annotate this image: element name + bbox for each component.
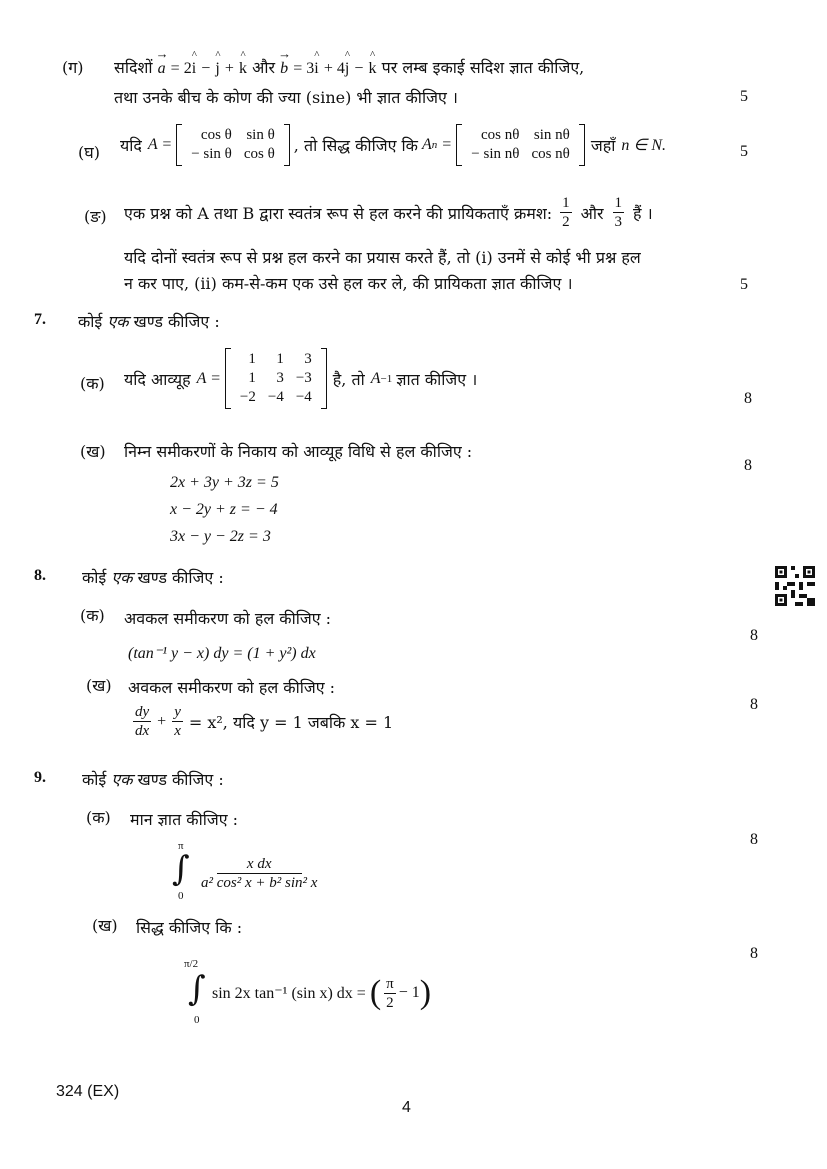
integral-lower-limit: 0 [178,890,184,902]
marks-nga: 5 [740,276,748,293]
part-nga-line3: न कर पाए, (ii) कम-से-कम एक उसे हल कर ले, की प्रायिकता ज्ञात कीजिए । [124,274,573,293]
integral2-sign: ∫ [188,969,206,1009]
q8-ka-label: (क) [80,606,105,625]
marks-q8-kha: 8 [750,696,758,713]
diff-equation-1: (tan⁻¹ y − x) dy = (1 + y²) dx [128,645,316,662]
q9-kha-text: सिद्ध कीजिए कि : [136,918,243,937]
q9-ka-text: मान ज्ञात कीजिए : [130,810,239,829]
part-nga-label: (ङ) [84,207,107,226]
marks-q9-kha: 8 [750,945,758,962]
integral-upper-limit: π [178,840,184,852]
part-ga-label: (ग) [62,58,84,77]
matrix-A-n-theta: cos nθ sin nθ − sin nθ cos nθ [456,124,585,166]
marks-ga: 5 [740,88,748,105]
diff-equation-2: $\frac{dy}{dx}$ + $\frac{y}{x}$ = x², यदि y = 1 जबकि x = 1 [135,704,394,739]
q8-ka-text: अवकल समीकरण को हल कीजिए : [124,609,332,628]
vector-a: → a [158,60,166,78]
q9-kha-label: (ख) [92,916,118,935]
q9-ka-label: (क) [86,808,111,827]
matrix-A-theta: cos θ sin θ − sin θ cos θ [176,124,290,166]
equation-1: 2x + 3y + 3z = 5 [170,474,279,491]
part-ga-line1: सदिशों → a = 2^ i − ^ j + ^ k और → b = 3^ i + 4^ j − ^ k पर लम्ब इकाई सदिश ज्ञात कीजिए, [114,56,584,78]
marks-q7-ka: 8 [744,390,752,407]
q8-kha-label: (ख) [86,676,112,695]
integral2-lower-limit: 0 [194,1014,200,1026]
marks-gha: 5 [740,143,748,160]
marks-q9-ka: 8 [750,831,758,848]
integrand-fraction: $\frac{\text{x dx}}{\text{a² cos² x + b² sin² x}}$ [201,856,318,891]
part-nga-line2: यदि दोनों स्वतंत्र रूप से प्रश्न हल करने का प्रयास करते हैं, तो (i) उनमें से कोई भी प्रश्न हल [124,248,641,267]
matrix-3x3: 1 1 3 1 3 −3 −2 −4 −4 [225,348,327,409]
equation-3: 3x − y − 2z = 3 [170,528,271,545]
q8-heading: कोई एक खण्ड कीजिए : [82,568,224,587]
integral2-expression: sin 2x tan⁻¹ (sin x) dx = ( $\frac{\pi}{2}$ − 1 ) [212,974,432,1011]
part-gha-label: (घ) [78,143,100,162]
integral-sign: ∫ [172,849,190,889]
q8-number: 8. [34,567,46,584]
q8-kha-text: अवकल समीकरण को हल कीजिए : [128,678,336,697]
q9-number: 9. [34,769,46,786]
marks-q7-kha: 8 [744,457,752,474]
qr-code [775,566,815,606]
q7-kha-text: निम्न समीकरणों के निकाय को आव्यूह विधि से हल कीजिए : [124,442,473,461]
q9-heading: कोई एक खण्ड कीजिए : [82,770,224,789]
integral2-upper-limit: π/2 [184,958,199,970]
q7-heading: कोई एक खण्ड कीजिए : [78,312,220,331]
page-number: 4 [402,1099,411,1116]
q7-kha-label: (ख) [80,442,106,461]
part-nga-line1: एक प्रश्न को A तथा B द्वारा स्वतंत्र रूप से हल करने की प्रायिकताएँ क्रमश: $\frac{1}{2}$ और $\frac{1}{3}$ हैं । [124,195,653,230]
equation-2: x − 2y + z = − 4 [170,501,278,518]
part-gha-body: यदि A = cos θ sin θ − sin θ cos θ , तो सिद्ध कीजिए कि A n = cos nθ sin nθ − sin nθ cos nθ जहाँ n ∈ N. [120,124,666,166]
paper-code: 324 (EX) [56,1083,120,1100]
q7-ka-body: यदि आव्यूह A = 1 1 3 1 3 −3 −2 −4 −4 है, तो A −1 ज्ञात कीजिए । [124,348,477,409]
vector-b: → b [280,60,288,78]
q7-ka-label: (क) [80,374,105,393]
marks-q8-ka: 8 [750,627,758,644]
q7-number: 7. [34,311,46,328]
part-ga-line2: तथा उनके बीच के कोण की ज्या (sine) भी ज्ञात कीजिए । [114,88,458,107]
